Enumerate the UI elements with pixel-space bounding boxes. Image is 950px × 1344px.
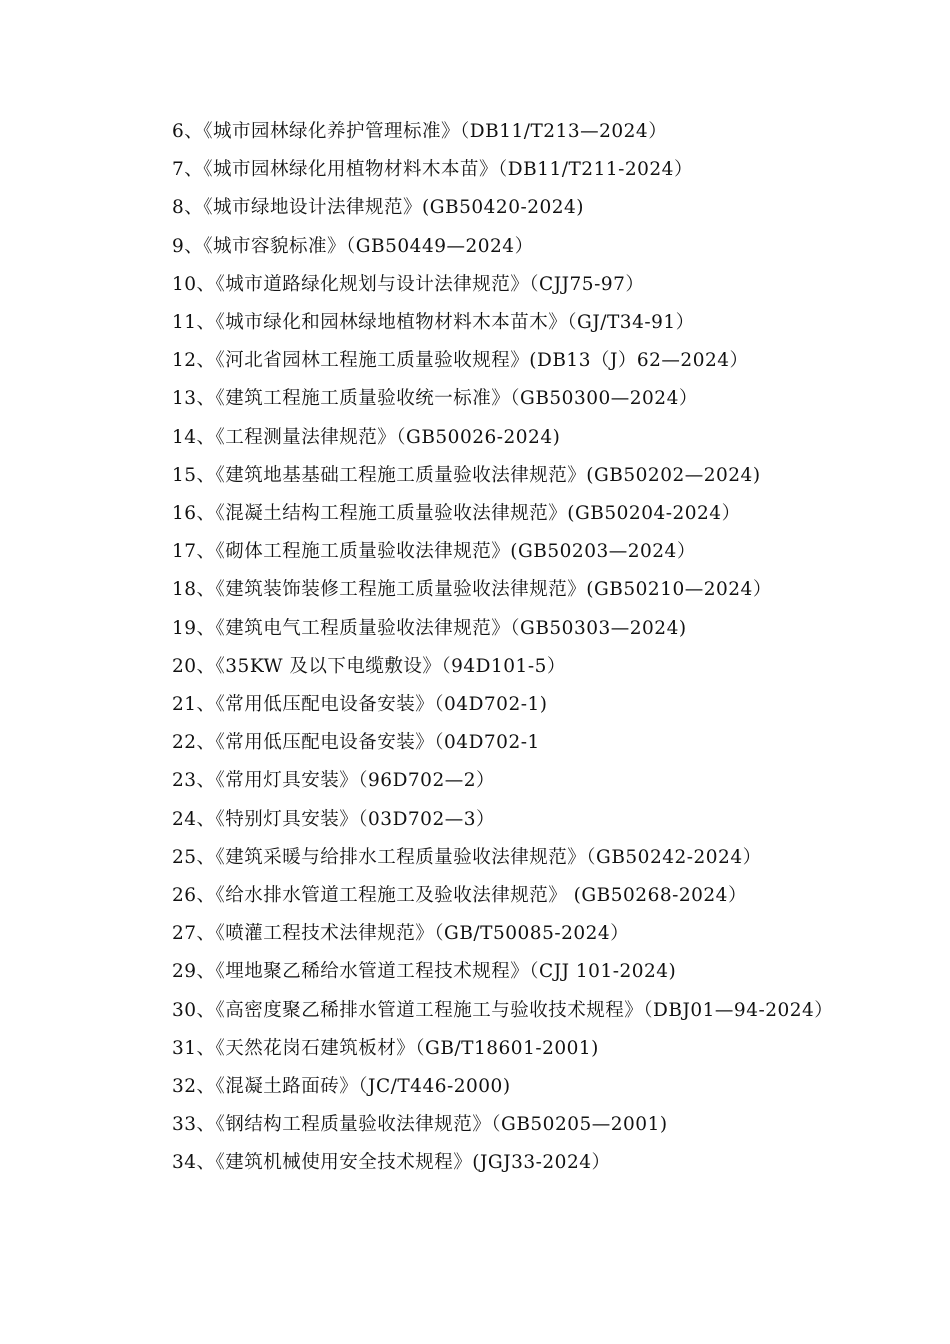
list-item: 26、《给水排水管道工程施工及验收法律规范》 (GB50268-2024） xyxy=(172,885,747,907)
list-item: 20、《35KW 及以下电缆敷设》（94D101-5） xyxy=(172,655,566,677)
list-item: 10、《城市道路绿化规划与设计法律规范》（CJJ75-97） xyxy=(172,273,645,295)
list-item: 16、《混凝土结构工程施工质量验收法律规范》(GB50204-2024） xyxy=(172,503,741,525)
list-item: 27、《喷灌工程技术法律规范》（GB/T50085-2024） xyxy=(172,923,630,945)
list-item: 33、《钢结构工程质量验收法律规范》（GB50205—2001) xyxy=(172,1114,668,1136)
list-item: 11、《城市绿化和园林绿地植物材料木本苗木》（GJ/T34-91） xyxy=(172,312,695,334)
list-item: 29、《埋地聚乙稀给水管道工程技术规程》（CJJ 101-2024) xyxy=(172,961,677,983)
list-item: 12、《河北省园林工程施工质量验收规程》(DB13（J）62—2024） xyxy=(172,350,749,372)
list-item: 17、《砌体工程施工质量验收法律规范》(GB50203—2024） xyxy=(172,541,696,563)
list-item: 6、《城市园林绿化养护管理标准》（DB11/T213—2024） xyxy=(172,121,668,142)
list-item: 21、《常用低压配电设备安装》（04D702-1) xyxy=(172,694,548,716)
list-item: 22、《常用低压配电设备安装》（04D702-1 xyxy=(172,732,540,754)
list-item: 7、《城市园林绿化用植物材料木本苗》（DB11/T211-2024） xyxy=(172,159,693,181)
standards-list xyxy=(172,113,872,1183)
list-item: 24、《特别灯具安装》（03D702—3） xyxy=(172,808,495,830)
list-item: 18、《建筑装饰装修工程施工质量验收法律规范》(GB50210—2024） xyxy=(172,579,772,601)
list-item: 30、《高密度聚乙稀排水管道工程施工与验收技术规程》（DBJ01—94-2024） xyxy=(172,999,834,1021)
list-item: 9、《城市容貌标准》（GB50449—2024） xyxy=(172,235,534,257)
list-item: 32、《混凝土路面砖》（JC/T446-2000) xyxy=(172,1076,511,1098)
list-item: 23、《常用灯具安装》（96D702—2） xyxy=(172,770,495,792)
list-item: 14、《工程测量法律规范》（GB50026-2024) xyxy=(172,426,561,448)
list-item: 8、《城市绿地设计法律规范》(GB50420-2024) xyxy=(172,197,585,219)
list-item: 25、《建筑采暖与给排水工程质量验收法律规范》（GB50242-2024） xyxy=(172,846,762,868)
list-item: 34、《建筑机械使用安全技术规程》(JGJ33-2024） xyxy=(172,1152,611,1174)
list-item: 31、《天然花岗石建筑板材》（GB/T18601-2001) xyxy=(172,1037,599,1059)
list-item: 15、《建筑地基基础工程施工质量验收法律规范》(GB50202—2024) xyxy=(172,464,761,486)
list-item: 13、《建筑工程施工质量验收统一标准》（GB50300—2024） xyxy=(172,388,698,410)
list-item: 19、《建筑电气工程质量验收法律规范》（GB50303—2024) xyxy=(172,617,687,639)
